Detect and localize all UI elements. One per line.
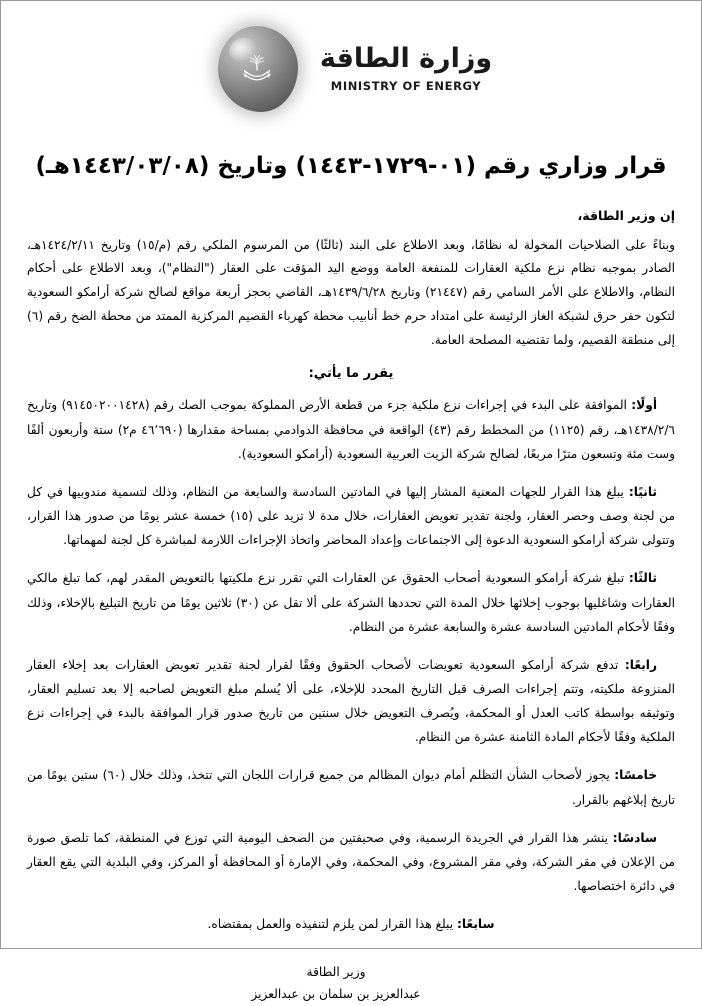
clause-5	[27, 763, 675, 811]
clause-3-ordinal: ثالثًا:	[628, 571, 657, 586]
clause-5-text: يجوز لأصحاب الشأن التظلم أمام ديوان المظالم من جميع قرارات اللجان التي تتخذ، وذلك خلال (٦٠) ستين يومًا من تاريخ إبلاغهم بالقرار.	[27, 768, 675, 807]
clause-2-ordinal: ثانيًا:	[628, 484, 657, 499]
clause-2-text: يبلغ هذا القرار للجهات المعنية المشار إليها في المادتين السادسة والسابعة من النظام، وذلك لتسمية مندوبيها في كل من لجنة وصف وحصر العقار، ولجنة تقدير تعويض العقارات، خلال مدة لا تزيد على (١٥) خمسة عشر يومًا من صدور هذا القرار، وتتولى شركة أرامكو السعودية الدعوة إلى الاجتماعات وإعداد المحاضر واتخاذ الإجراءات اللازمة لمباشرة كل لجنة لمهماتها.	[27, 484, 675, 548]
document-body	[1, 206, 701, 937]
clause-3-text: تبلغ شركة أرامكو السعودية أصحاب الحقوق عن العقارات التي تقرر نزع ملكيتها بالتعويض المقدر لهم، كما تبلغ مالكي العقارات وشاغليها بوجوب إخلائها خلال المدة التي تحددها الشركة على ألا تقل عن (٣٠) ثلاثين يومًا من تاريخ التبليغ بالإخلاء، وذلك وفقًا لأحكام المادتين السادسة عشرة والسابعة عشرة من النظام.	[27, 571, 675, 634]
document-title: قرار وزاري رقم (٠١-١٧٢٩-١٤٤٣) وتاريخ (١٤٤٣/٠٣/٠٨هـ)	[35, 153, 667, 179]
clause-1-ordinal: أولًا:	[631, 398, 657, 413]
clause-1-text: الموافقة على البدء في إجراءات نزع ملكية جزء من قطعة الأرض المملوكة بموجب الصك رقم (٩١٤٥٠٢٠٠١٤٢٨) وتاريخ ١٤٣٨/٢/٦هـ، رقم (١١٢٥) من المخطط رقم (٤٣) الواقعة في محافظة الدوادمي بمساحة مقدارها (٤٦٬٦٩٠ م٢) ستة وأربعون ألفًا وست مئة وتسعون مترًا مربعًا، لصالح شركة الزيت العربية السعودية (أرامكو السعودية).	[27, 398, 675, 461]
salutation: إن وزير الطاقة،	[577, 207, 675, 223]
clause-4	[27, 653, 675, 750]
preamble-paragraph: وبناءً على الصلاحيات المخولة له نظامًا، وبعد الاطلاع على البند (ثالثًا) من المرسوم الملكي رقم (م/١٥) وتاريخ ١٤٢٤/٢/١١هـ، الصادر بموجبه نظام نزع ملكية العقارات للمنفعة العامة ووضع اليد المؤقت على العقار ("النظام")، وبعد الاطلاع على أحكام النظام، والاطلاع على الأمر السامي رقم (٢١٤٤٧) وتاريخ ١٤٣٩/٦/٢٨هـ، القاضي بحجز أربعة مواقع لصالح شركة أرامكو السعودية لتكون حفر حرق لشبكة الغاز الرئيسة على امتداد حرم خط أنابيب محطة كهرباء القصيم المركزية الممتد من محطة الضخ رقم (٦) إلى منطقة القصيم، ولما تقتضيه المصلحة العامة.	[27, 237, 675, 347]
signature-block	[1, 962, 701, 1006]
clause-2	[27, 480, 675, 552]
clause-1	[27, 393, 675, 465]
clause-6-ordinal: سادسًا:	[612, 830, 657, 845]
ministry-wordmark	[320, 43, 492, 96]
signatory-name: عبدالعزيز بن سلمان بن عبدالعزيز	[251, 987, 421, 1002]
clause-6	[27, 826, 675, 898]
resolve-line: يقرر ما يأتي:	[308, 366, 394, 382]
clause-5-ordinal: خامسًا:	[614, 768, 657, 783]
clause-3	[27, 566, 675, 638]
ministry-logo	[210, 20, 306, 120]
signatory-role: وزير الطاقة	[306, 965, 366, 980]
clause-4-ordinal: رابعًا:	[624, 657, 657, 672]
ministry-name-english: MINISTRY OF ENERGY	[330, 78, 482, 93]
clause-4-text: تدفع شركة أرامكو السعودية تعويضات لأصحاب الحقوق وفقًا لقرار لجنة تقدير تعويض العقارات بعد إخلاء العقار المنزوعة ملكيته، وتتم إجراءات الصرف قبل التاريخ المحدد للإخلاء، على ألا يُسلم مبلغ التعويض لصاحبه إلا بعد تسليم العقار، وتوثيقه بواسطة كاتب العدل أو المحكمة، ويُصرف التعويض خلال سنتين من تاريخ صدور قرار الموافقة بالبدء في إجراءات نزع الملكية وفقًا لأحكام المادة الثامنة عشرة من النظام.	[27, 657, 675, 745]
document-header	[1, 1, 701, 113]
ministry-name-arabic: وزارة الطاقة	[319, 43, 493, 75]
palm-and-swords-emblem	[210, 20, 306, 120]
clause-7-text: يبلغ هذا القرار لمن يلزم لتنفيذه والعمل بمقتضاه.	[207, 917, 457, 932]
clause-7-ordinal: سابعًا:	[456, 917, 495, 932]
clause-6-text: ينشر هذا القرار في الجريدة الرسمية، وفي صحيفتين من الصحف اليومية التي توزع في المنطقة، كما تلصق صورة من الإعلان في مقر الشركة، وفي مقر المشروع، وفي المحكمة، وفي الإمارة أو المحافظة أو المركز، وفي البلدية التي يقع العقار في دائرة اختصاصها.	[27, 830, 675, 894]
clause-7	[27, 912, 675, 936]
